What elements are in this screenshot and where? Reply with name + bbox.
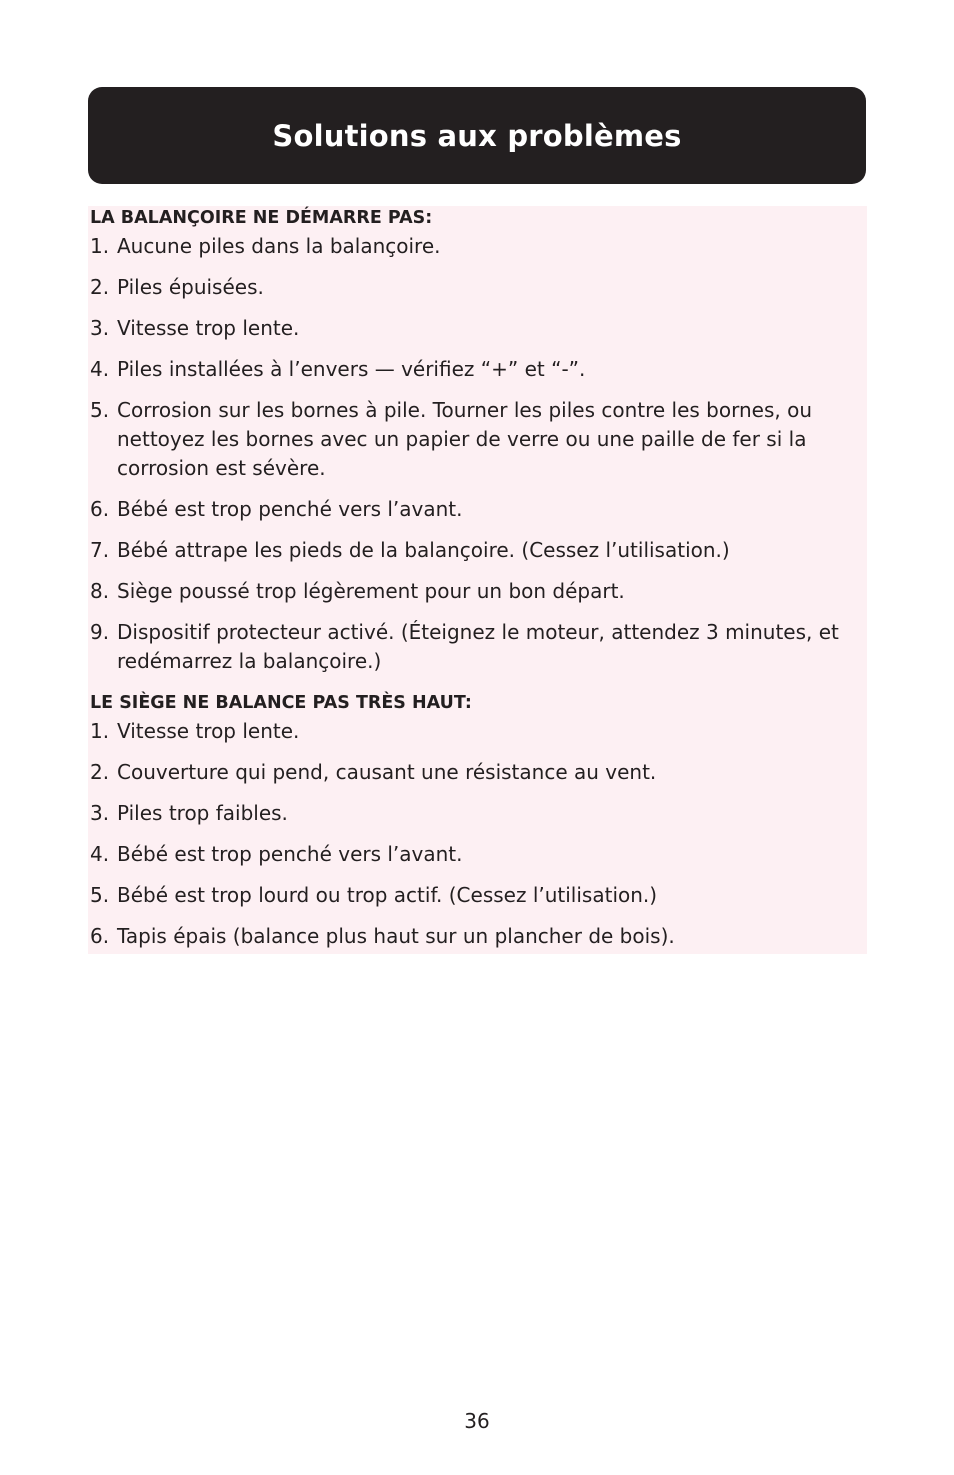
list-item: [90, 881, 862, 910]
page-number: 36: [464, 1409, 490, 1433]
list-item: [90, 618, 862, 676]
item-number: 1.: [90, 719, 110, 743]
item-text: Tapis épais (balance plus haut sur un plancher de bois).: [117, 924, 675, 948]
item-number: 9.: [90, 620, 110, 644]
list-item: [90, 396, 862, 483]
item-text: Piles trop faibles.: [117, 801, 288, 825]
list-item: [90, 758, 862, 787]
list-item: [90, 495, 862, 524]
list-item: [90, 799, 862, 828]
item-text: Bébé attrape les pieds de la balançoire. (Cessez l’utilisation.): [117, 538, 730, 562]
item-text: Corrosion sur les bornes à pile. Tourner les piles contre les bornes, ou nettoyez les bornes avec un papier de verre ou une paille de fer si la corrosion est sévère.: [117, 398, 813, 480]
item-number: 7.: [90, 538, 110, 562]
item-number: 6.: [90, 924, 110, 948]
list-item: [90, 536, 862, 565]
list-item: [90, 577, 862, 606]
list-item: [90, 717, 862, 746]
list-item: [90, 840, 862, 869]
troubleshooting-panel: [88, 206, 867, 954]
item-number: 6.: [90, 497, 110, 521]
list-item: [90, 232, 862, 261]
list-item: [90, 355, 862, 384]
item-text: Bébé est trop lourd ou trop actif. (Cessez l’utilisation.): [117, 883, 658, 907]
item-number: 4.: [90, 842, 110, 866]
item-number: 2.: [90, 275, 110, 299]
item-text: Vitesse trop lente.: [117, 316, 300, 340]
item-text: Dispositif protecteur activé. (Éteignez le moteur, attendez 3 minutes, et redémarrez la balançoire.): [117, 620, 839, 673]
item-text: Bébé est trop penché vers l’avant.: [117, 497, 463, 521]
list-item: [90, 314, 862, 343]
item-number: 3.: [90, 316, 110, 340]
section-heading-no-start: LA BALANÇOIRE NE DÉMARRE PAS:: [90, 208, 433, 228]
item-number: 8.: [90, 579, 110, 603]
page-title: Solutions aux problèmes: [272, 118, 682, 153]
section-heading-low-swing: LE SIÈGE NE BALANCE PAS TRÈS HAUT:: [90, 693, 472, 713]
item-text: Couverture qui pend, causant une résistance au vent.: [117, 760, 657, 784]
item-text: Piles épuisées.: [117, 275, 264, 299]
list-item: [90, 922, 862, 951]
item-text: Siège poussé trop légèrement pour un bon départ.: [117, 579, 625, 603]
item-number: 1.: [90, 234, 110, 258]
item-text: Piles installées à l’envers — vérifiez “+” et “-”.: [117, 357, 586, 381]
item-number: 5.: [90, 398, 110, 422]
list-item: [90, 273, 862, 302]
item-text: Bébé est trop penché vers l’avant.: [117, 842, 463, 866]
item-text: Vitesse trop lente.: [117, 719, 300, 743]
item-text: Aucune piles dans la balançoire.: [117, 234, 441, 258]
item-number: 2.: [90, 760, 110, 784]
item-number: 4.: [90, 357, 110, 381]
item-number: 3.: [90, 801, 110, 825]
item-number: 5.: [90, 883, 110, 907]
title-banner: [88, 87, 866, 184]
